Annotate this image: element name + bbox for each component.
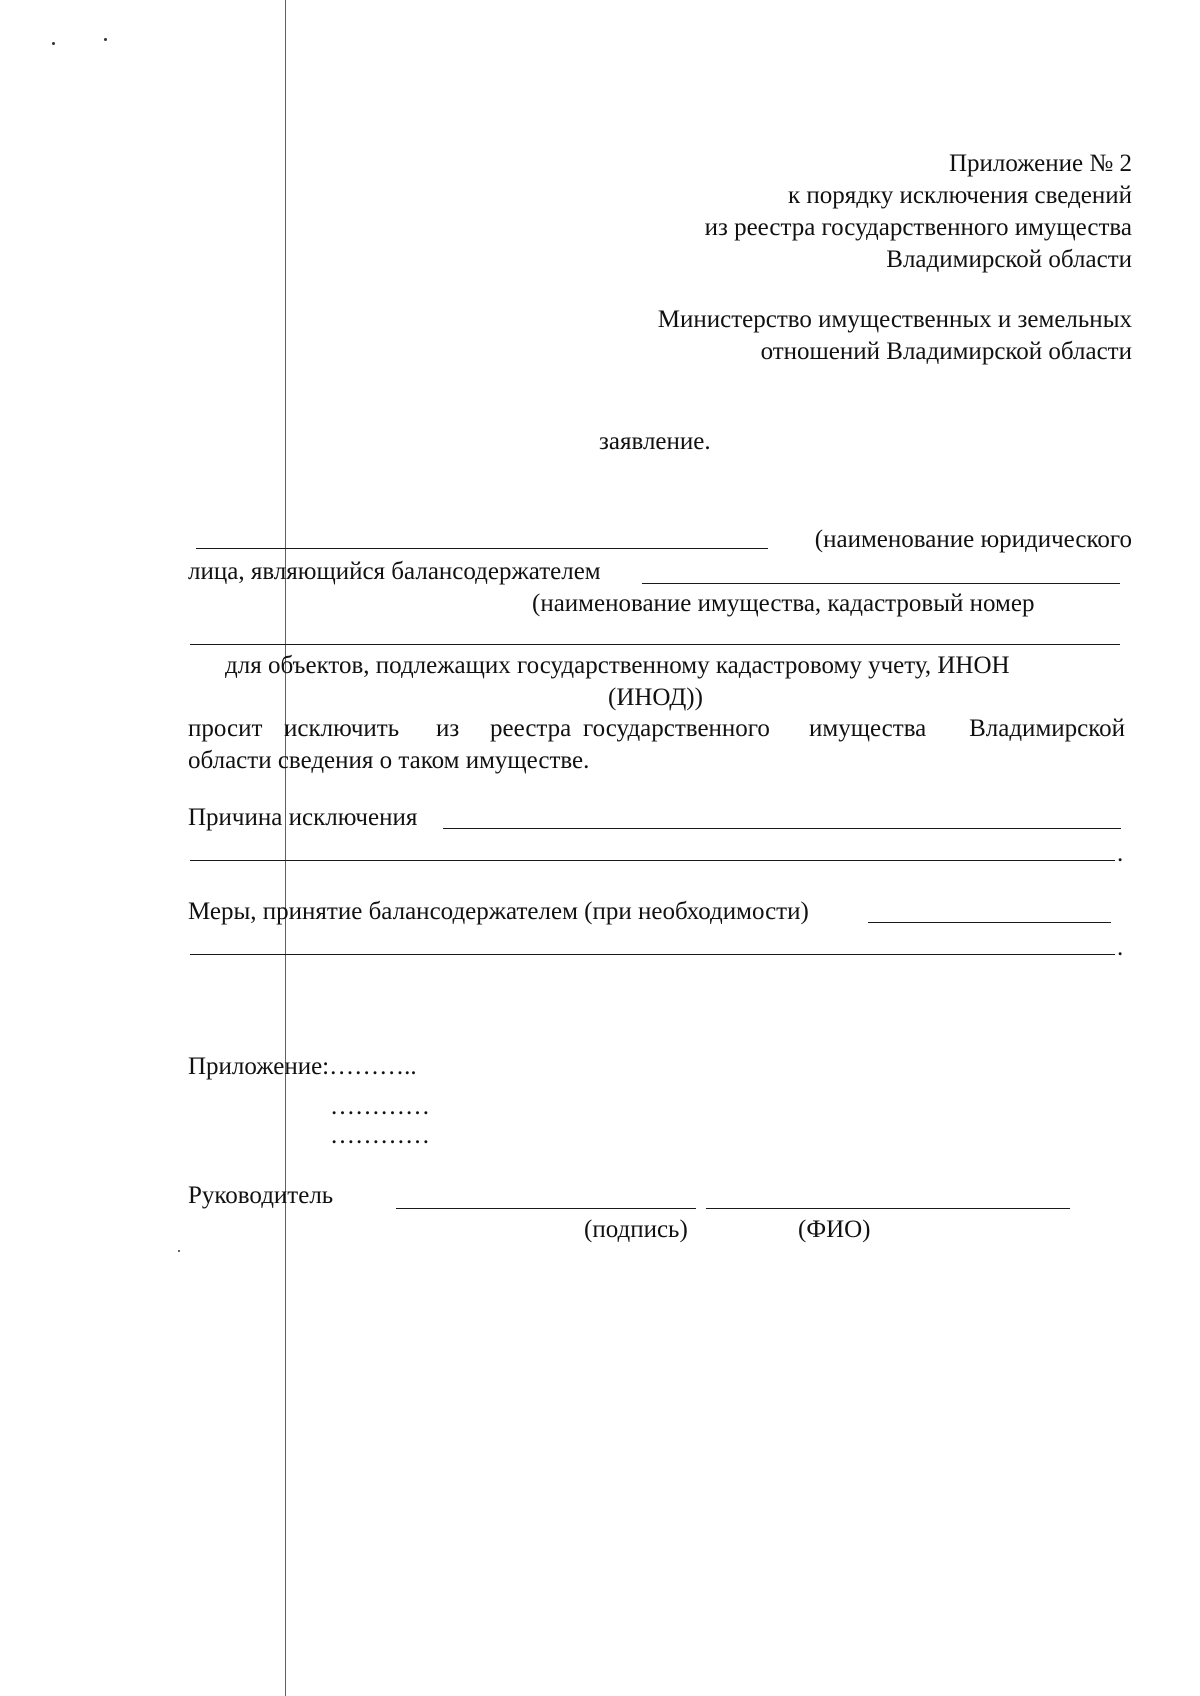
- signature-label: Руководитель: [188, 1182, 334, 1209]
- request-word: исключить: [284, 715, 400, 742]
- request-line-2: области сведения о таком имуществе.: [188, 747, 590, 774]
- appendix-subtitle-3: Владимирской области: [886, 246, 1132, 273]
- property-name-field[interactable]: [642, 583, 1120, 584]
- measures-field-cont[interactable]: [190, 954, 1115, 955]
- request-word: из: [436, 715, 460, 742]
- property-hint: (наименование имущества, кадастровый номер: [532, 590, 1035, 617]
- legal-entity-hint-cont: лица, являющийся балансодержателем: [188, 558, 601, 585]
- attachments-label: Приложение:………..: [188, 1053, 417, 1080]
- property-hint-cont: для объектов, подлежащих государственному кадастровому учету, ИНОН: [225, 652, 1010, 679]
- full-name-field[interactable]: [706, 1208, 1070, 1209]
- scan-speck: [178, 1250, 180, 1252]
- appendix-subtitle-1: к порядку исключения сведений: [787, 182, 1132, 209]
- addressee-line-1: Министерство имущественных и земельных: [657, 306, 1132, 333]
- request-word: государственного: [583, 715, 770, 742]
- signature-field[interactable]: [396, 1208, 696, 1209]
- appendix-subtitle-2: из реестра государственного имущества: [704, 214, 1132, 241]
- request-word: просит: [188, 715, 263, 742]
- legal-entity-hint: (наименование юридического: [814, 526, 1132, 553]
- attachments-line-2: …………: [330, 1093, 430, 1120]
- reason-label: Причина исключения: [188, 804, 418, 831]
- attachments-line-3: …………: [330, 1122, 430, 1149]
- signature-caption: (подпись): [584, 1216, 688, 1243]
- reason-end-mark: .: [1117, 840, 1124, 867]
- request-word: реестра: [490, 715, 572, 742]
- addressee-line-2: отношений Владимирской области: [760, 338, 1132, 365]
- measures-label: Меры, принятие балансодержателем (при необходимости): [188, 898, 809, 925]
- appendix-number: Приложение № 2: [948, 150, 1132, 177]
- measures-field[interactable]: [868, 922, 1111, 923]
- scan-speck: [104, 38, 107, 41]
- measures-end-mark: .: [1117, 934, 1124, 961]
- property-hint-end: (ИНОД)): [608, 684, 703, 711]
- scan-speck: [52, 42, 55, 45]
- reason-field-cont[interactable]: [190, 860, 1115, 861]
- full-name-caption: (ФИО): [798, 1216, 871, 1243]
- document-title: заявление.: [599, 428, 711, 455]
- request-word: имущества: [809, 715, 927, 742]
- legal-entity-field[interactable]: [196, 548, 768, 549]
- scan-fold-line: [285, 0, 286, 1696]
- property-details-field[interactable]: [190, 644, 1120, 645]
- reason-field[interactable]: [443, 828, 1121, 829]
- request-word: Владимирской: [969, 715, 1125, 742]
